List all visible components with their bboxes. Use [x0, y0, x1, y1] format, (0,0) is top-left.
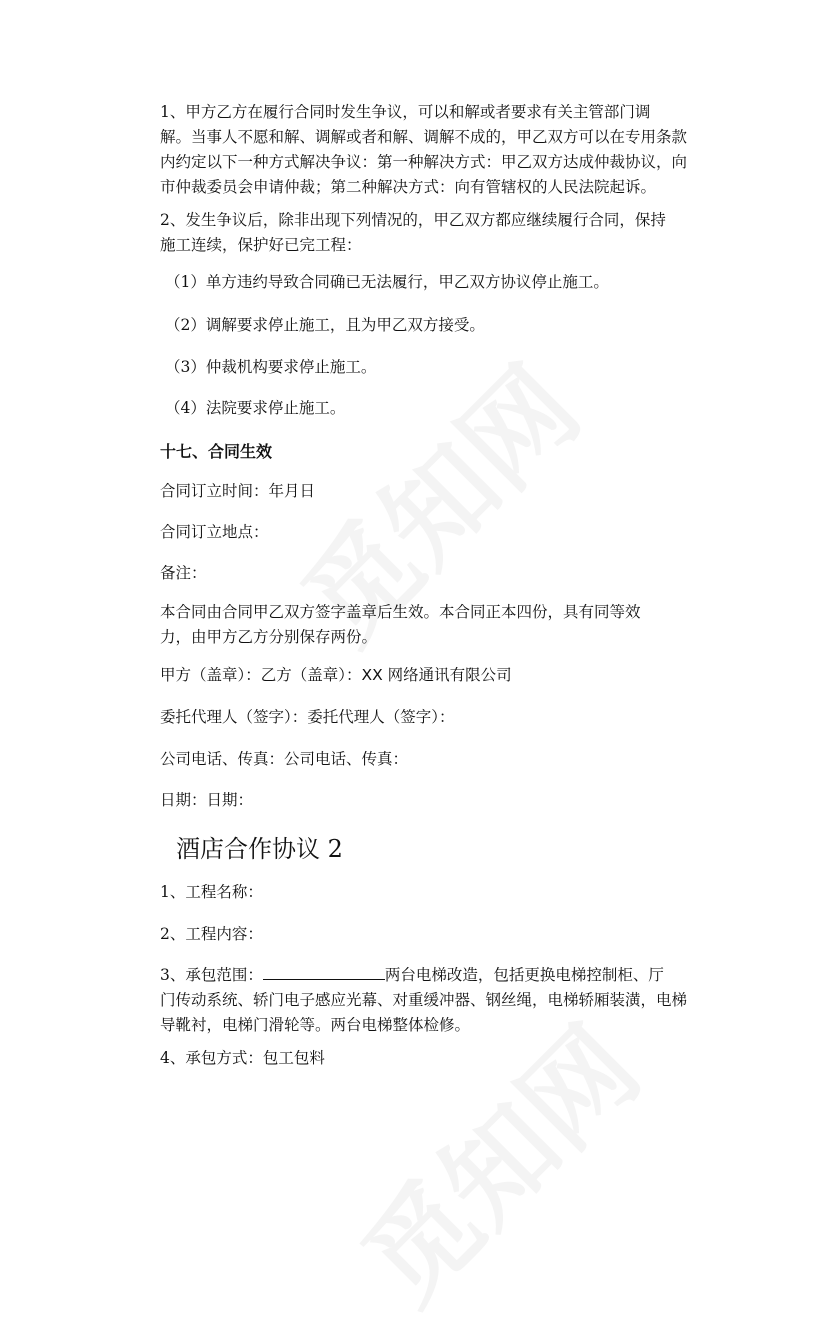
text-line: 本合同由合同甲乙双方签字盖章后生效。本合同正本四份，具有同等效 [160, 603, 641, 621]
text-line: 导靴衬，电梯门滑轮等。两台电梯整体检修。 [160, 1016, 471, 1034]
scope-prefix: 3、承包范围： [160, 966, 263, 984]
party-seals: 甲方（盖章）：乙方（盖章）：XX 网络通讯有限公司 [160, 666, 512, 684]
text-line: 门传动系统、轿门电子感应光幕、对重缓冲器、钢丝绳，电梯轿厢装潢，电梯 [160, 991, 688, 1009]
text-line: 市仲裁委员会申请仲裁；第二种解决方式：向有管辖权的人民法院起诉。 [160, 178, 657, 196]
text-line: 施工连续，保护好已完工程： [160, 236, 362, 254]
contract-method: 4、承包方式：包工包料 [160, 1049, 325, 1067]
dispute-paragraph-1 [160, 100, 700, 200]
date-line: 日期：日期： [160, 791, 254, 809]
dispute-item-1: （1）单方违约导致合同确已无法履行，甲乙双方协议停止施工。 [165, 273, 609, 291]
text-line: 内约定以下一种方式解决争议：第一种解决方式：甲乙双方达成仲裁协议，向 [160, 153, 688, 171]
agent-signatures: 委托代理人（签字）：委托代理人（签字）： [160, 708, 455, 726]
dispute-item-3: （3）仲裁机构要求停止施工。 [165, 358, 377, 376]
text-line: 解。当事人不愿和解、调解或者和解、调解不成的，甲乙双方可以在专用条款 [160, 128, 688, 146]
remark: 备注： [160, 564, 207, 582]
text-line [160, 963, 700, 988]
project-content: 2、工程内容： [160, 925, 263, 943]
section-heading-17: 十七、合同生效 [160, 442, 273, 461]
dispute-paragraph-2 [160, 208, 700, 258]
dispute-item-2: （2）调解要求停止施工，且为甲乙双方接受。 [165, 316, 485, 334]
sign-time: 合同订立时间：年月日 [160, 482, 316, 500]
dispute-item-4: （4）法院要求停止施工。 [165, 399, 346, 417]
agreement-title: 酒店合作协议 2 [176, 835, 343, 863]
scope-paragraph [160, 963, 700, 1038]
text-line: 2、发生争议后，除非出现下列情况的，甲乙双方都应继续履行合同，保持 [160, 211, 666, 229]
text-line: 1、甲方乙方在履行合同时发生争议，可以和解或者要求有关主管部门调 [160, 103, 651, 121]
sign-place: 合同订立地点： [160, 523, 269, 541]
project-name: 1、工程名称： [160, 883, 263, 901]
scope-rest: 两台电梯改造，包括更换电梯控制柜、厅 [384, 966, 664, 984]
fill-blank [263, 965, 385, 980]
watermark-bottom [322, 986, 667, 1331]
text-line: 力，由甲方乙方分别保存两份。 [160, 628, 378, 646]
effect-paragraph [160, 600, 700, 650]
company-phone: 公司电话、传真：公司电话、传真： [160, 750, 409, 768]
